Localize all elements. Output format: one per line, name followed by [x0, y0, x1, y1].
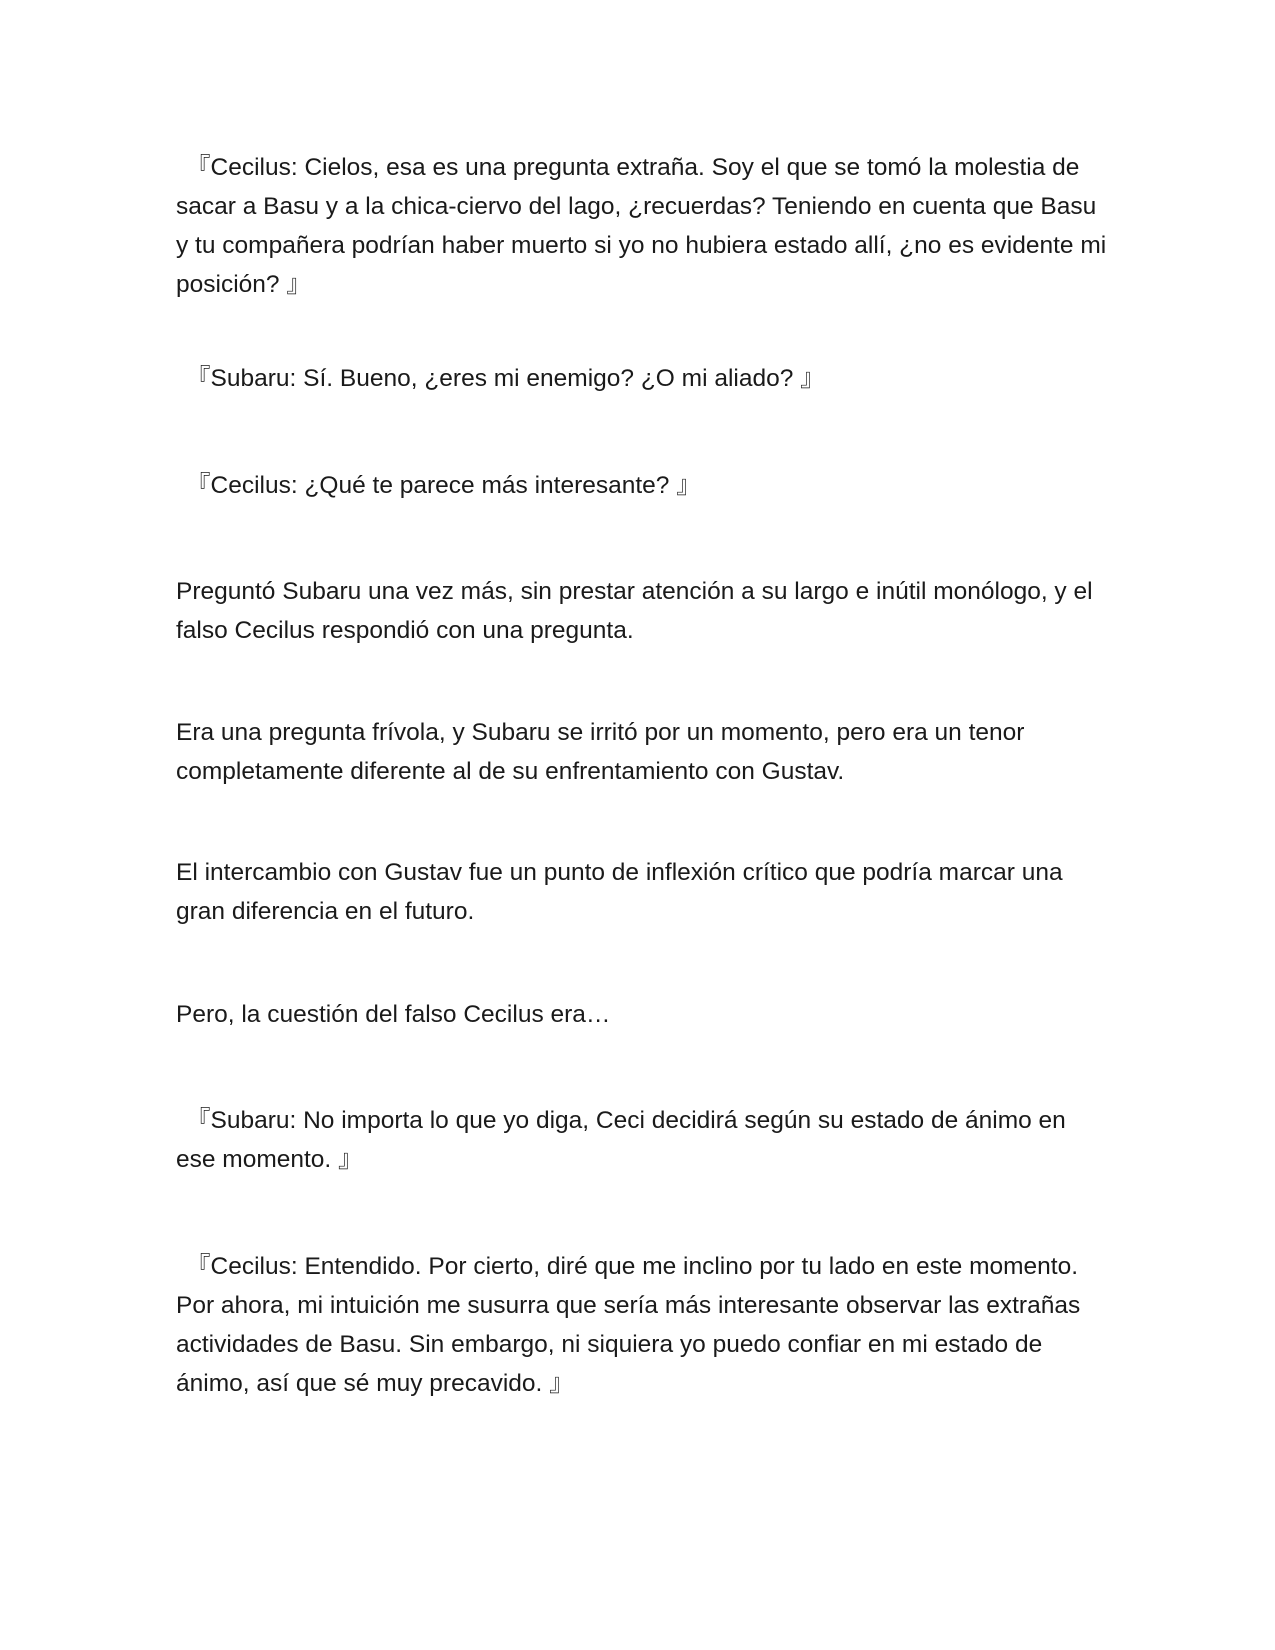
dialogue-paragraph: 『Cecilus: Entendido. Por cierto, diré que me inclino por tu lado en este momento. Por ahora, mi intuición me susurra que sería más interesante observar las extrañas actividades de Basu. Sin embargo, ni siquiera yo puedo confiar en mi estado de ánimo, así que sé muy precavido. 』: [176, 1253, 1081, 1397]
dialogue-paragraph: 『Cecilus: ¿Qué te parece más interesante? 』: [186, 472, 701, 499]
narration-paragraph: Era una pregunta frívola, y Subaru se irritó por un momento, pero era un tenor completamente diferente al de su enfrentamiento con Gustav.: [176, 719, 1025, 785]
narration-paragraph: Pero, la cuestión del falso Cecilus era…: [176, 1001, 611, 1028]
narration-paragraph: El intercambio con Gustav fue un punto de inflexión crítico que podría marcar una gran diferencia en el futuro.: [176, 859, 1063, 925]
dialogue-paragraph: 『Subaru: No importa lo que yo diga, Ceci decidirá según su estado de ánimo en ese momento. 』: [176, 1107, 1066, 1173]
narration-paragraph: Preguntó Subaru una vez más, sin prestar atención a su largo e inútil monólogo, y el falso Cecilus respondió con una pregunta.: [176, 578, 1093, 644]
dialogue-paragraph: 『Subaru: Sí. Bueno, ¿eres mi enemigo? ¿O mi aliado? 』: [186, 365, 825, 392]
dialogue-paragraph: 『Cecilus: Cielos, esa es una pregunta extraña. Soy el que se tomó la molestia de sacar a Basu y a la chica-ciervo del lago, ¿recuerdas? Teniendo en cuenta que Basu y tu compañera podrían haber muerto si yo no hubiera estado allí, ¿no es evidente mi posición? 』: [176, 154, 1107, 298]
